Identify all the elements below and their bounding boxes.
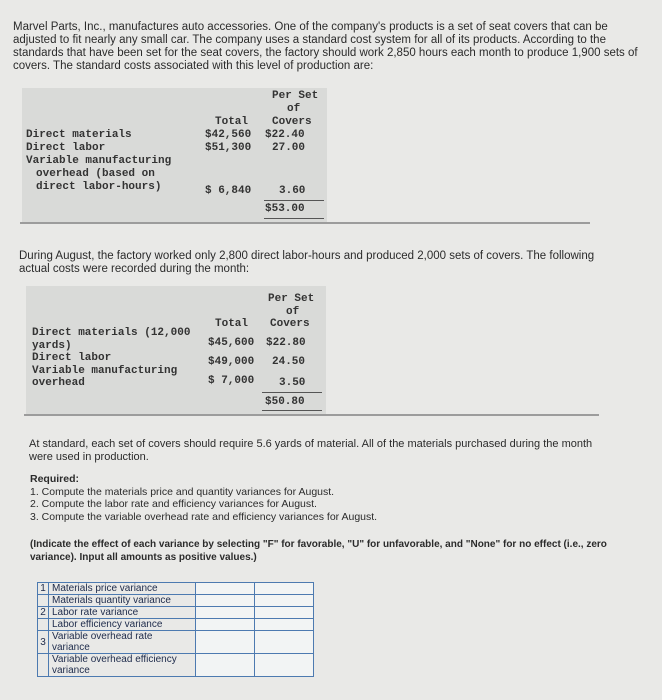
- effect-select-materials-quantity[interactable]: [255, 595, 314, 607]
- table-row: [38, 654, 314, 677]
- intro-paragraph: Marvel Parts, Inc., manufactures auto accessories. One of the company's products is a set of seat covers that can be adjusted to fit nearly any small car. The company uses a standard cost system for all of its products. According to the standards that have been set for the seat covers, the factory should work 2,850 hours each month to produce 1,900 sets of covers. The standard costs associated with this level of production are:: [13, 21, 638, 72]
- row-number: [38, 595, 49, 607]
- std-row-dl-per: 27.00: [272, 142, 306, 154]
- act-row-voh-per: 3.50: [279, 377, 306, 389]
- act-row-voh-label-2: overhead: [32, 377, 85, 389]
- std-row-dm-per: $22.40: [265, 129, 305, 141]
- std-row-dl-label: Direct labor: [26, 142, 106, 154]
- row-number: 3: [38, 631, 49, 654]
- variance-label-labor-rate: Labor rate variance: [49, 607, 196, 619]
- std-total-underline: [264, 200, 324, 201]
- variance-label-labor-efficiency: Labor efficiency variance: [49, 619, 196, 631]
- std-row-voh-total: $ 6,840: [205, 185, 252, 197]
- effect-select-voh-efficiency[interactable]: [255, 654, 314, 677]
- table-row: [38, 631, 314, 654]
- effect-select-materials-price[interactable]: [255, 583, 314, 595]
- effect-select-labor-efficiency[interactable]: [255, 619, 314, 631]
- amount-input-materials-quantity[interactable]: [196, 595, 255, 607]
- effect-select-voh-rate[interactable]: [255, 631, 314, 654]
- required-item-3: 3. Compute the variable overhead rate and efficiency variances for August.: [30, 511, 378, 523]
- act-row-dm-total: $45,600: [208, 337, 255, 349]
- act-header-per-2: of: [286, 306, 300, 318]
- row-number: [38, 619, 49, 631]
- amount-input-labor-efficiency[interactable]: [196, 619, 255, 631]
- act-header-total: Total: [215, 318, 249, 330]
- std-row-dm-label: Direct materials: [26, 129, 132, 141]
- std-row-voh-label-1: Variable manufacturing: [26, 155, 172, 167]
- std-table-bottom-rule: [20, 222, 590, 224]
- std-row-voh-per: 3.60: [279, 185, 306, 197]
- august-paragraph: During August, the factory worked only 2,800 direct labor-hours and produced 2,000 sets of covers. The following actual costs were recorded during the month:: [19, 250, 595, 275]
- amount-input-materials-price[interactable]: [196, 583, 255, 595]
- variance-answer-table: [37, 582, 314, 677]
- act-row-dm-per: $22.80: [266, 337, 306, 349]
- effect-select-labor-rate[interactable]: [255, 607, 314, 619]
- act-row-dm-label-2: yards): [32, 340, 72, 352]
- table-row: [38, 583, 314, 595]
- std-row-dl-total: $51,300: [205, 142, 252, 154]
- act-row-voh-label-1: Variable manufacturing: [32, 365, 178, 377]
- std-per-total: $53.00: [265, 203, 305, 215]
- amount-input-labor-rate[interactable]: [196, 607, 255, 619]
- table-row: [38, 607, 314, 619]
- row-number: 2: [38, 607, 49, 619]
- table-row: [38, 619, 314, 631]
- std-total-double-underline: [264, 218, 324, 219]
- act-total-double-underline: [262, 410, 322, 411]
- act-table-bottom-rule: [24, 414, 599, 416]
- amount-input-voh-efficiency[interactable]: [196, 654, 255, 677]
- variance-label-materials-quantity: Materials quantity variance: [49, 595, 196, 607]
- table-row: [38, 595, 314, 607]
- std-header-total: Total: [215, 116, 249, 128]
- standard-note-paragraph: At standard, each set of covers should require 5.6 yards of material. All of the materials purchased during the month were used in production.: [29, 438, 593, 463]
- required-instruction: (Indicate the effect of each variance by selecting "F" for favorable, "U" for unfavorable, and "None" for no effect (i.e., zero variance). Input all amounts as positive values.): [30, 539, 607, 563]
- row-number: 1: [38, 583, 49, 595]
- act-header-per-1: Per Set: [268, 293, 315, 305]
- std-header-per-3: Covers: [272, 116, 312, 128]
- act-total-underline: [262, 392, 322, 393]
- variance-label-voh-rate: Variable overhead rate variance: [49, 631, 196, 654]
- act-row-voh-total: $ 7,000: [208, 375, 255, 387]
- std-row-voh-label-2: overhead (based on: [36, 168, 155, 180]
- std-row-dm-total: $42,560: [205, 129, 252, 141]
- variance-label-materials-price: Materials price variance: [49, 583, 196, 595]
- act-header-per-3: Covers: [270, 318, 310, 330]
- act-row-dl-per: 24.50: [272, 356, 306, 368]
- required-item-2: 2. Compute the labor rate and efficiency variances for August.: [30, 498, 317, 510]
- act-row-dl-total: $49,000: [208, 356, 255, 368]
- std-header-per-1: Per Set: [272, 90, 319, 102]
- act-row-dm-label-1: Direct materials (12,000: [32, 327, 191, 339]
- variance-label-voh-efficiency: Variable overhead efficiency variance: [49, 654, 196, 677]
- row-number: [38, 654, 49, 677]
- required-item-1: 1. Compute the materials price and quantity variances for August.: [30, 486, 335, 498]
- std-header-per-2: of: [287, 103, 301, 115]
- required-heading: Required:: [30, 473, 80, 485]
- amount-input-voh-rate[interactable]: [196, 631, 255, 654]
- act-per-total: $50.80: [265, 396, 305, 408]
- std-row-voh-label-3: direct labor-hours): [36, 181, 162, 193]
- act-row-dl-label: Direct labor: [32, 352, 112, 364]
